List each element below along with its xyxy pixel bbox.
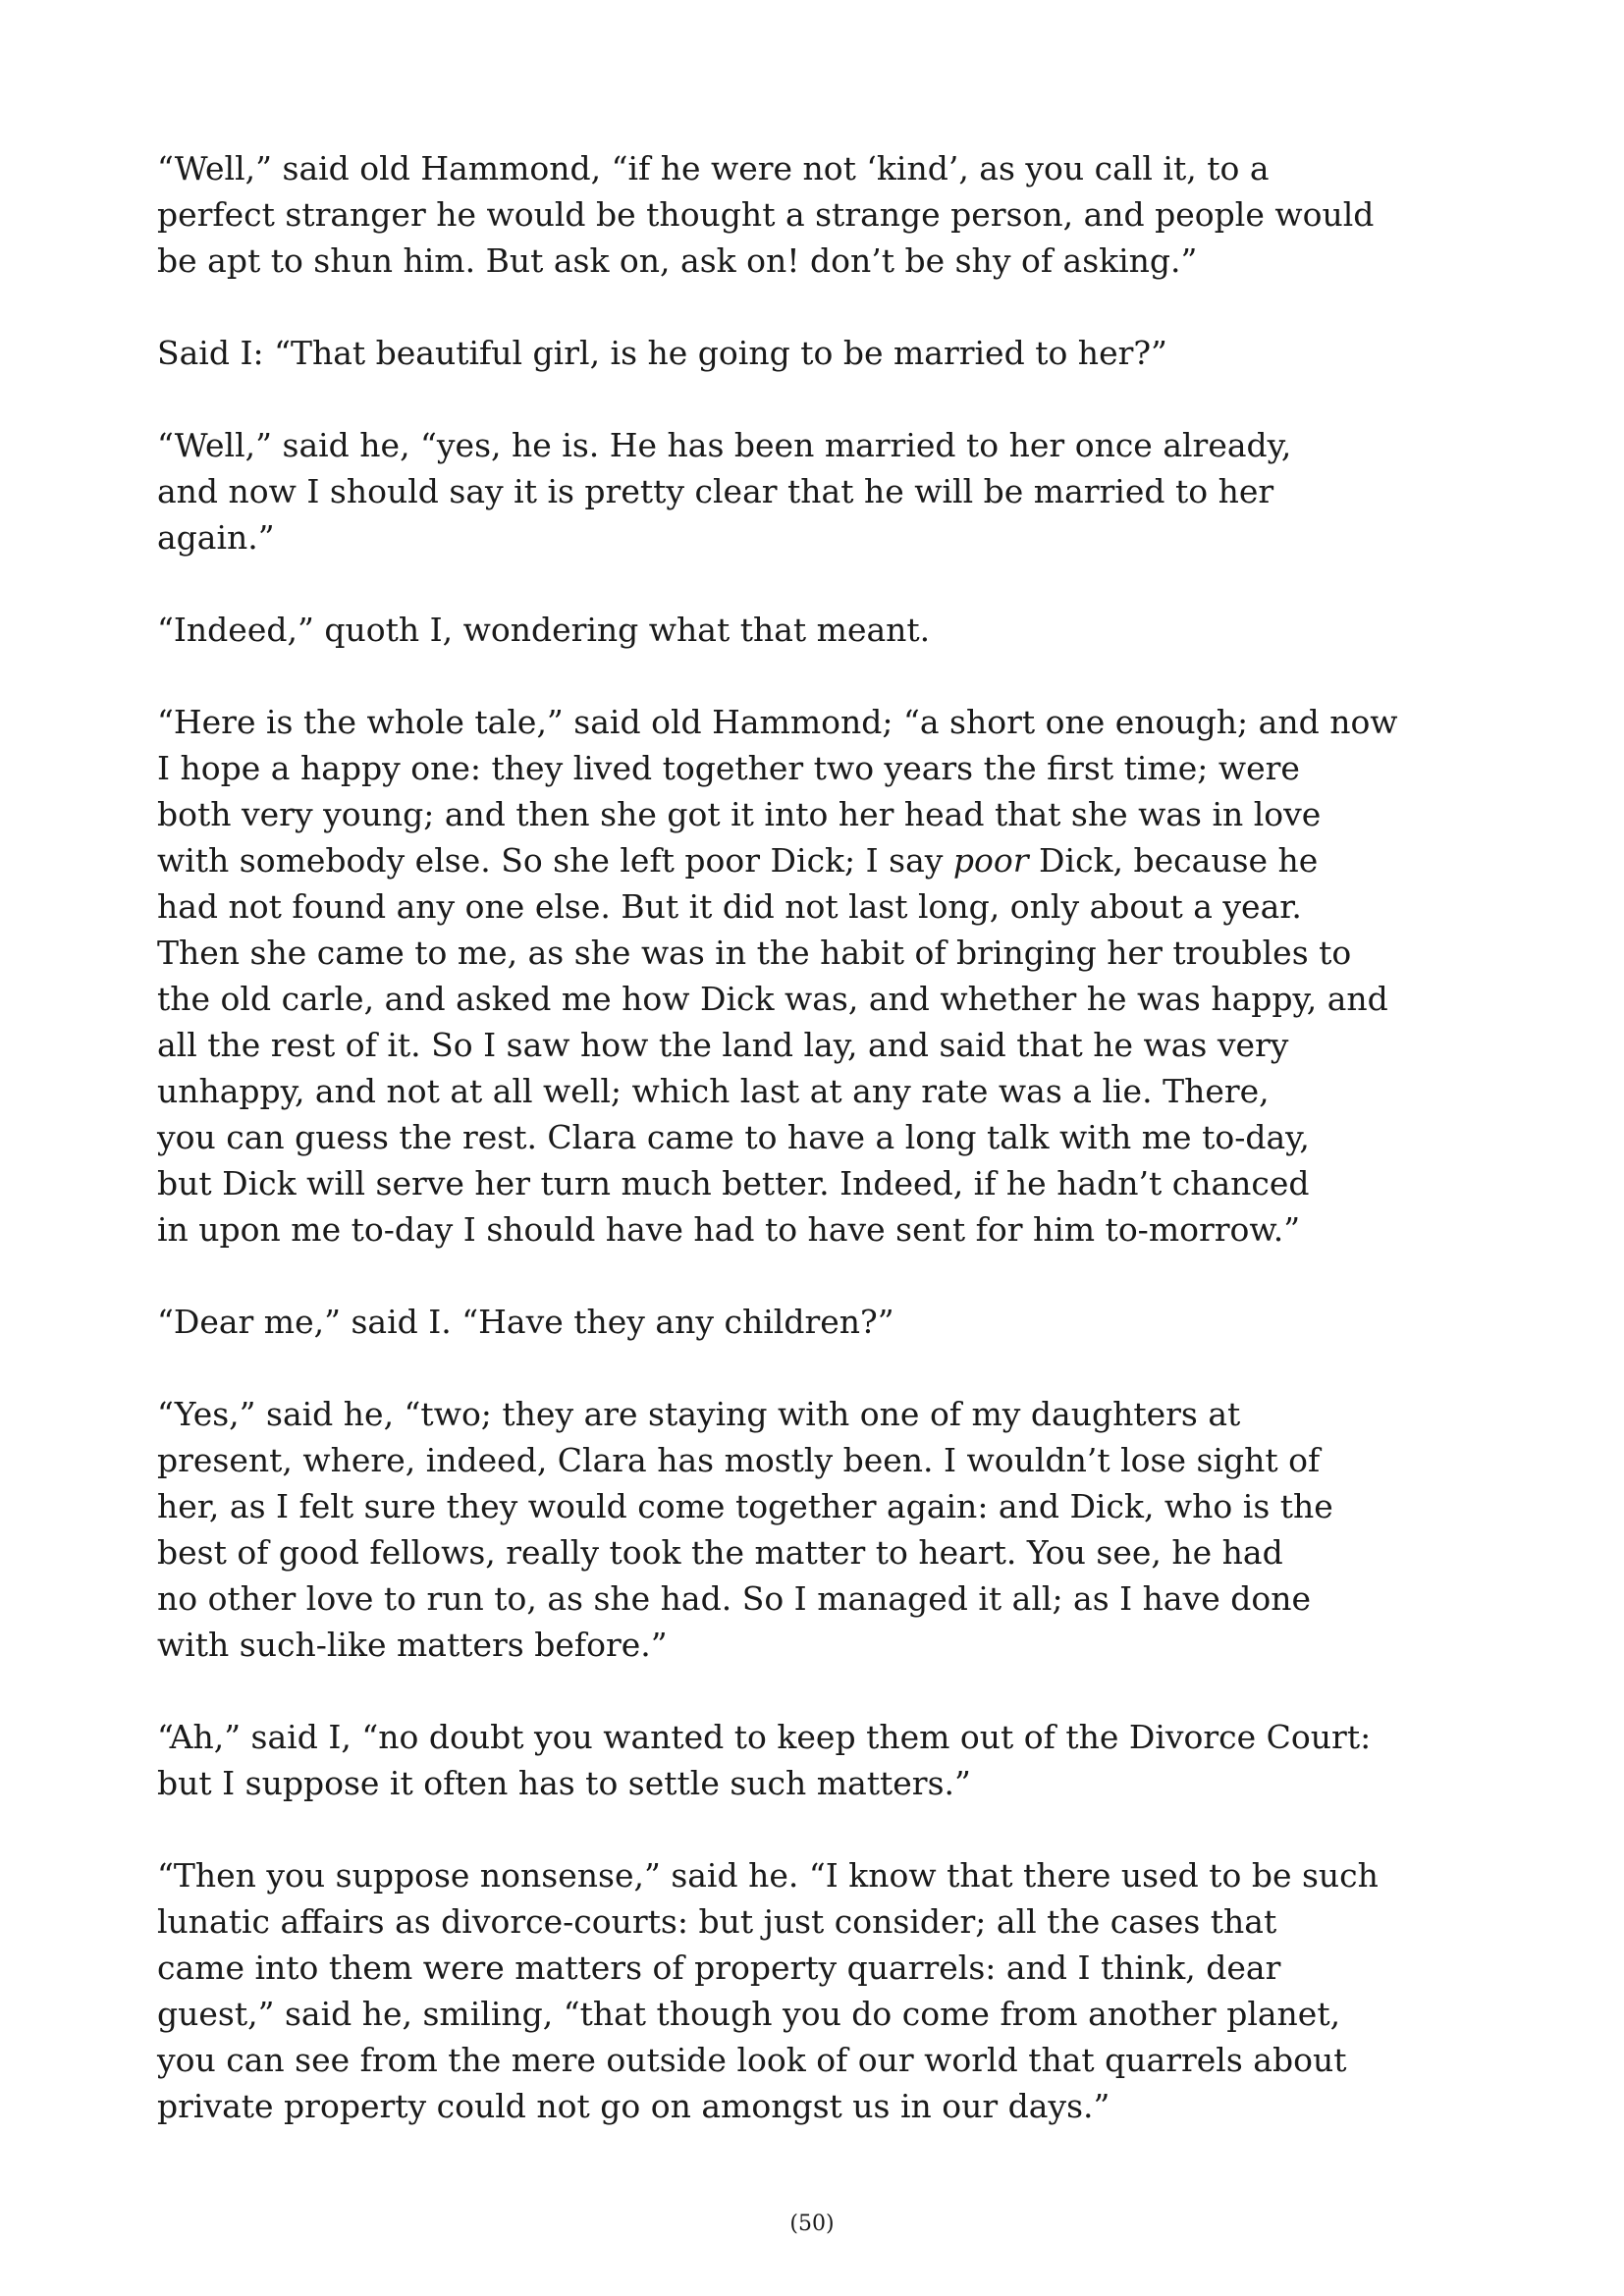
text-line: her, as I felt sure they would come together again: and Dick, who is the (157, 1487, 1333, 1525)
paragraph (157, 1714, 1372, 1806)
text-line: had not found any one else. But it did not last long, only about a year. (157, 887, 1302, 926)
text-line: all the rest of it. So I saw how the land lay, and said that he was very (157, 1026, 1289, 1064)
page-number: (50) (789, 2212, 835, 2236)
text-line: perfect stranger he would be thought a strange person, and people would (157, 195, 1375, 234)
text-line: again.” (157, 518, 275, 557)
text-line: but Dick will serve her turn much better. Indeed, if he hadn’t chanced (157, 1164, 1310, 1202)
text-line: “Indeed,” quoth I, wondering what that meant. (157, 611, 931, 649)
text-line: best of good fellows, really took the matter to heart. You see, he had (157, 1533, 1283, 1572)
text-line: guest,” said he, smiling, “that though you do come from another planet, (157, 1995, 1341, 2033)
text-line: “Dear me,” said I. “Have they any children?” (157, 1303, 894, 1341)
paragraph (157, 607, 1335, 653)
text-line: “Ah,” said I, “no doubt you wanted to keep them out of the Divorce Court: (157, 1718, 1372, 1756)
text-line (157, 837, 1335, 883)
page-body (157, 145, 1398, 2175)
text-line: “Then you suppose nonsense,” said he. “I know that there used to be such (157, 1856, 1379, 1895)
text-segment: Dick, because he (1028, 841, 1319, 880)
text-segment: with somebody else. So she left poor Dick; I say (157, 841, 953, 880)
text-line: “Well,” said old Hammond, “if he were not ‘kind’, as you call it, to a (157, 149, 1270, 187)
text-line: I hope a happy one: they lived together two years the first time; were (157, 749, 1300, 787)
text-line: with such-like matters before.” (157, 1626, 668, 1664)
text-line: “Well,” said he, “yes, he is. He has been married to her once already, (157, 426, 1292, 464)
paragraph (157, 330, 1335, 376)
paragraph (157, 699, 1398, 1253)
text-line: and now I should say it is pretty clear that he will be married to her (157, 472, 1274, 510)
text-line: lunatic affairs as divorce-courts: but just consider; all the cases that (157, 1902, 1277, 1941)
text-line: “Here is the whole tale,” said old Hammond; “a short one enough; and now (157, 703, 1398, 741)
text-line: private property could not go on amongst us in our days.” (157, 2087, 1110, 2125)
text-line: both very young; and then she got it into her head that she was in love (157, 795, 1322, 833)
italic-word: poor (952, 841, 1029, 880)
text-line: the old carle, and asked me how Dick was, and whether he was happy, and (157, 980, 1388, 1018)
paragraph (157, 1852, 1379, 2129)
text-line: you can see from the mere outside look of our world that quarrels about (157, 2041, 1347, 2079)
paragraph (157, 145, 1375, 284)
text-line: Said I: “That beautiful girl, is he going to be married to her?” (157, 334, 1167, 372)
paragraph (157, 422, 1335, 561)
paragraph (157, 1391, 1335, 1668)
text-line: be apt to shun him. But ask on, ask on! don’t be shy of asking.” (157, 241, 1198, 280)
text-line: but I suppose it often has to settle such matters.” (157, 1764, 971, 1802)
text-line: no other love to run to, as she had. So I managed it all; as I have done (157, 1579, 1312, 1618)
text-line: present, where, indeed, Clara has mostly been. I wouldn’t lose sight of (157, 1441, 1321, 1479)
text-line: came into them were matters of property quarrels: and I think, dear (157, 1949, 1281, 1987)
text-line: Then she came to me, as she was in the habit of bringing her troubles to (157, 934, 1352, 972)
text-line: “Yes,” said he, “two; they are staying with one of my daughters at (157, 1395, 1241, 1433)
text-line: in upon me to-day I should have had to have sent for him to-morrow.” (157, 1210, 1301, 1249)
paragraph (157, 1299, 1335, 1345)
text-line: you can guess the rest. Clara came to have a long talk with me to-day, (157, 1118, 1310, 1156)
text-line: unhappy, and not at all well; which last at any rate was a lie. There, (157, 1072, 1270, 1110)
